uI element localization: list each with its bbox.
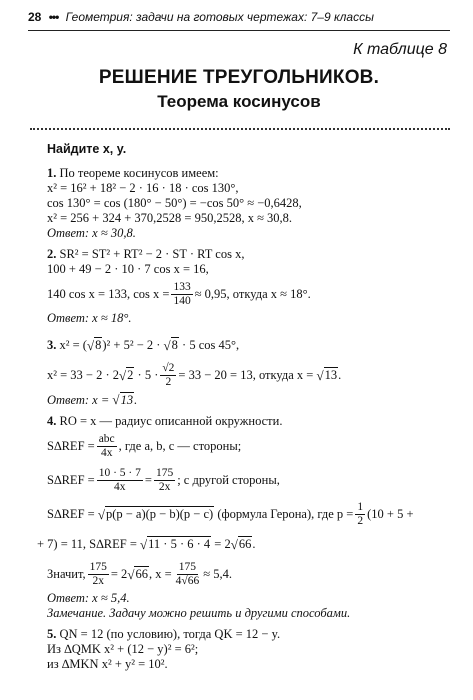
p3-text-1a: x² = ( [59, 337, 87, 352]
p4-line-1 [47, 414, 447, 429]
problem-4 [37, 414, 447, 621]
p2-number: 2. [47, 247, 57, 261]
p4-text-1: RO = x — радиус описанной окружности. [59, 414, 283, 428]
section-title: РЕШЕНИЕ ТРЕУГОЛЬНИКОВ. [98, 67, 380, 88]
p4-text-2b: , где a, b, c — стороны; [118, 438, 242, 453]
p4-answer: Ответ: x ≈ 5,4. [47, 591, 130, 605]
p3-text-1b: )² + 5² − 2 · [102, 337, 161, 352]
sqrt-icon: √ [127, 566, 135, 582]
p3-fraction [160, 362, 176, 389]
p4-radicand-6: 66 [238, 537, 252, 551]
header-dots: ••• [48, 10, 59, 24]
p4-text-3a: S∆REF = [47, 472, 95, 487]
p3-radicand-4: 13 [324, 368, 338, 382]
p5-text-1: QN = 12 (по условию), тогда QK = 12 − y. [59, 627, 281, 641]
problem-2 [47, 247, 447, 326]
p4-fraction-4 [355, 501, 365, 528]
p2-numerator: 133 [173, 280, 191, 293]
p4-line-6 [47, 557, 447, 591]
p5-line-2: Из ∆QMK x² + (12 − y)² = 6²; [47, 642, 199, 656]
p4-fraction-6 [174, 561, 202, 588]
p2-text-3b: ≈ 0,95, откуда x ≈ 18°. [194, 286, 311, 301]
p3-answer-b: . [134, 393, 138, 407]
problem-5 [47, 627, 447, 672]
p3-denominator: 2 [165, 375, 172, 388]
p3-numerator: √2 [162, 361, 175, 374]
p4-line-5 [37, 531, 447, 557]
sqrt-icon: √ [316, 367, 324, 383]
p4-f6-numerator: 175 [178, 560, 197, 573]
p3-radicand-1: 8 [95, 338, 102, 352]
p4-text-5a: + 7) = 11, S∆REF = [37, 536, 137, 551]
p1-text-1: По теореме косинусов имеем: [59, 166, 219, 180]
p3-answer-radicand: 13 [120, 393, 134, 407]
p4-f1-denominator: 4x [100, 446, 113, 459]
p3-answer [47, 392, 447, 408]
section-subtitle: Теорема косинусов [157, 92, 321, 111]
p4-f4-denominator: 2 [357, 514, 364, 527]
p5-line-3: из ∆MKN x² + y² = 10². [47, 657, 168, 671]
p4-line-4 [47, 497, 447, 531]
p4-text-3c: ; с другой стороны, [177, 472, 280, 487]
p4-text-6b: = 2 [110, 566, 128, 581]
p4-text-2a: S∆REF = [47, 438, 95, 453]
problem-3 [47, 332, 447, 408]
dotted-divider [30, 128, 450, 130]
table-reference: К таблице 8 [353, 41, 447, 58]
p4-text-6c: , x = [148, 566, 172, 581]
p2-line-3 [47, 277, 447, 311]
p4-f1-numerator: abc [98, 432, 115, 445]
p4-f4-numerator: 1 [357, 500, 364, 513]
solutions [37, 142, 447, 678]
sqrt-icon: √ [97, 506, 105, 522]
p4-f5-denominator: 2x [92, 574, 104, 587]
p4-text-6a: Значит, [47, 566, 86, 581]
p3-text-2d: . [338, 367, 342, 382]
book-title: Геометрия: задачи на готовых чертежах: 7–9 классы [65, 10, 374, 24]
p1-line-2: x² = 16² + 18² − 2 · 16 · 18 · cos 130°, [47, 181, 239, 195]
sqrt-icon: √ [230, 536, 238, 552]
p4-text-6d: ≈ 5,4. [203, 566, 232, 581]
p2-text-1: SR² = ST² + RT² − 2 · ST · RT cos x, [59, 247, 245, 261]
p1-line-4: x² = 256 + 324 + 370,2528 = 950,2528, x ≈ 30,8. [47, 211, 293, 225]
p4-note: Замечание. Задачу можно решить и другими способами. [47, 606, 351, 620]
p3-number: 3. [47, 337, 57, 352]
p2-line-1 [47, 247, 447, 262]
p3-answer-a: Ответ: x = [47, 393, 110, 407]
p4-radicand-7: 66 [135, 567, 148, 581]
p4-f3-numerator: 175 [155, 466, 174, 479]
p5-line-1 [47, 627, 447, 642]
p1-answer: Ответ: x ≈ 30,8. [47, 226, 136, 240]
p4-f2-denominator: 4x [114, 480, 126, 493]
p4-text-3b: = [144, 472, 152, 487]
p3-line-2 [47, 358, 447, 392]
page-number: 28 [28, 10, 42, 24]
p4-text-5c: . [252, 536, 256, 551]
p4-f5-numerator: 175 [89, 560, 107, 573]
p1-number: 1. [47, 166, 57, 180]
p4-fraction-1 [97, 433, 117, 460]
p4-text-5b: = 2 [214, 536, 231, 551]
problem-1 [47, 166, 447, 241]
p4-f6-denominator: 4√66 [175, 574, 200, 587]
p3-text-2c: = 33 − 20 = 13, откуда x = [178, 367, 314, 382]
instruction: Найдите x, y. [47, 142, 127, 156]
p4-text-4c: (10 + 5 + [367, 506, 414, 521]
p3-radicand-2: 8 [171, 338, 178, 352]
p2-denominator: 140 [173, 294, 191, 307]
p5-number: 5. [47, 627, 57, 641]
p4-fraction-3 [154, 467, 175, 494]
p1-line-1 [47, 166, 447, 181]
p2-line-2: 100 + 49 − 2 · 10 · 7 cos x = 16, [47, 262, 209, 276]
p2-text-3a: 140 cos x = 133, cos x = [47, 286, 170, 301]
p4-f2-numerator: 10 · 5 · 7 [98, 466, 141, 479]
p4-radicand-5: 11 · 5 · 6 · 4 [148, 537, 211, 551]
p4-fraction-5 [88, 561, 109, 588]
p4-line-3 [47, 463, 447, 497]
p3-text-2a: x² = 33 − 2 · 2 [47, 367, 120, 382]
p4-number: 4. [47, 414, 57, 428]
sqrt-icon: √ [163, 337, 171, 353]
running-header [28, 10, 450, 24]
header-rule [28, 30, 450, 31]
p2-fraction [171, 281, 192, 308]
p4-text-4a: S∆REF = [47, 506, 95, 521]
p4-f3-denominator: 2x [158, 480, 171, 493]
sqrt-icon: √ [119, 367, 127, 383]
p4-fraction-2 [97, 467, 143, 494]
p2-answer: Ответ: x ≈ 18°. [47, 311, 132, 325]
p4-line-2 [47, 429, 447, 463]
p4-text-4b: (формула Герона), где p = [217, 506, 354, 521]
sqrt-icon: √ [86, 337, 95, 353]
p1-line-3: cos 130° = cos (180° − 50°) = −cos 50° ≈ −0,6428, [47, 196, 302, 210]
p4-heron-radicand: p(p − a)(p − b)(p − c) [105, 507, 214, 521]
sqrt-icon: √ [112, 392, 120, 407]
p3-line-1 [47, 332, 447, 358]
sqrt-icon: √ [140, 536, 148, 552]
p3-text-1c: · 5 cos 45°, [182, 337, 240, 352]
p3-text-2b: · 5 · [137, 367, 159, 382]
p3-radicand-3: 2 [127, 368, 134, 382]
